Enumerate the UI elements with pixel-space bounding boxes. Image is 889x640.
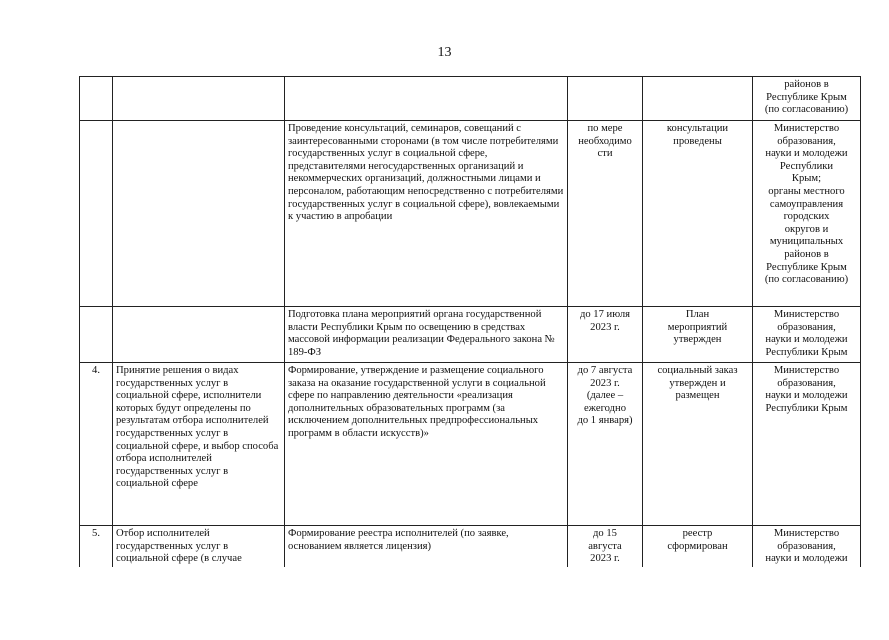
responsible-cell: Министерство образования, науки и молодежи Республики Крым xyxy=(753,307,861,363)
activities-table xyxy=(79,76,861,567)
result-cell: План мероприятий утвержден xyxy=(643,307,753,363)
result-cell xyxy=(643,77,753,121)
task-cell: Принятие решения о видах государственных услуг в социальной сфере, исполнители которых будут определены по результатам отбора исполнителей государственных услуг в социальной сфере, и выбор способа отбора исполнителей государственных услуг в социальной сфере xyxy=(113,363,285,526)
deadline-cell: по мере необходимо сти xyxy=(568,121,643,307)
task-cell: Отбор исполнителей государственных услуг в социальной сфере (в случае xyxy=(113,526,285,567)
task-cell xyxy=(113,121,285,307)
task-cell xyxy=(113,77,285,121)
table-row xyxy=(80,121,861,307)
deadline-cell: до 17 июля 2023 г. xyxy=(568,307,643,363)
result-cell: реестр сформирован xyxy=(643,526,753,567)
deadline-cell xyxy=(568,77,643,121)
table-row xyxy=(80,363,861,526)
table-row xyxy=(80,526,861,567)
deadline-cell: до 15 августа 2023 г. xyxy=(568,526,643,567)
row-number-cell: 4. xyxy=(80,363,113,526)
activity-cell xyxy=(285,77,568,121)
row-number-cell: 5. xyxy=(80,526,113,567)
deadline-cell: до 7 августа 2023 г. (далее – ежегодно до 1 января) xyxy=(568,363,643,526)
table-row xyxy=(80,77,861,121)
row-number-cell xyxy=(80,307,113,363)
responsible-cell: Министерство образования, науки и молодежи Республики Крым xyxy=(753,363,861,526)
responsible-cell: районов в Республике Крым (по согласованию) xyxy=(753,77,861,121)
activity-cell: Подготовка плана мероприятий органа государственной власти Республики Крым по освещению в средствах массовой информации реализации Федерального закона № 189-ФЗ xyxy=(285,307,568,363)
activity-cell: Проведение консультаций, семинаров, совещаний с заинтересованными сторонами (в том числе потребителями государственных услуг в социальной сфере, представителями негосударственных организаций и некоммерческих организаций, должностными лицами и персоналом, работающим непосредственно с потребителями государственных услуг в социальной сфере), вовлекаемыми к участию в апробации xyxy=(285,121,568,307)
activity-cell: Формирование, утверждение и размещение социального заказа на оказание государственной услуги в социальной сфере по направлению деятельности «реализация дополнительных образовательных программ (за исключением дополнительных предпрофессиональных программ в области искусств)» xyxy=(285,363,568,526)
row-number-cell xyxy=(80,77,113,121)
row-number-cell xyxy=(80,121,113,307)
responsible-cell: Министерство образования, науки и молодежи xyxy=(753,526,861,567)
result-cell: консультации проведены xyxy=(643,121,753,307)
activity-cell: Формирование реестра исполнителей (по заявке, основанием является лицензия) xyxy=(285,526,568,567)
responsible-cell: Министерство образования, науки и молодежи Республики Крым; органы местного самоуправления городских округов и муниципальных районов в Республике Крым (по согласованию) xyxy=(753,121,861,307)
result-cell: социальный заказ утвержден и размещен xyxy=(643,363,753,526)
page-number: 13 xyxy=(437,45,452,60)
task-cell xyxy=(113,307,285,363)
table-row xyxy=(80,307,861,363)
